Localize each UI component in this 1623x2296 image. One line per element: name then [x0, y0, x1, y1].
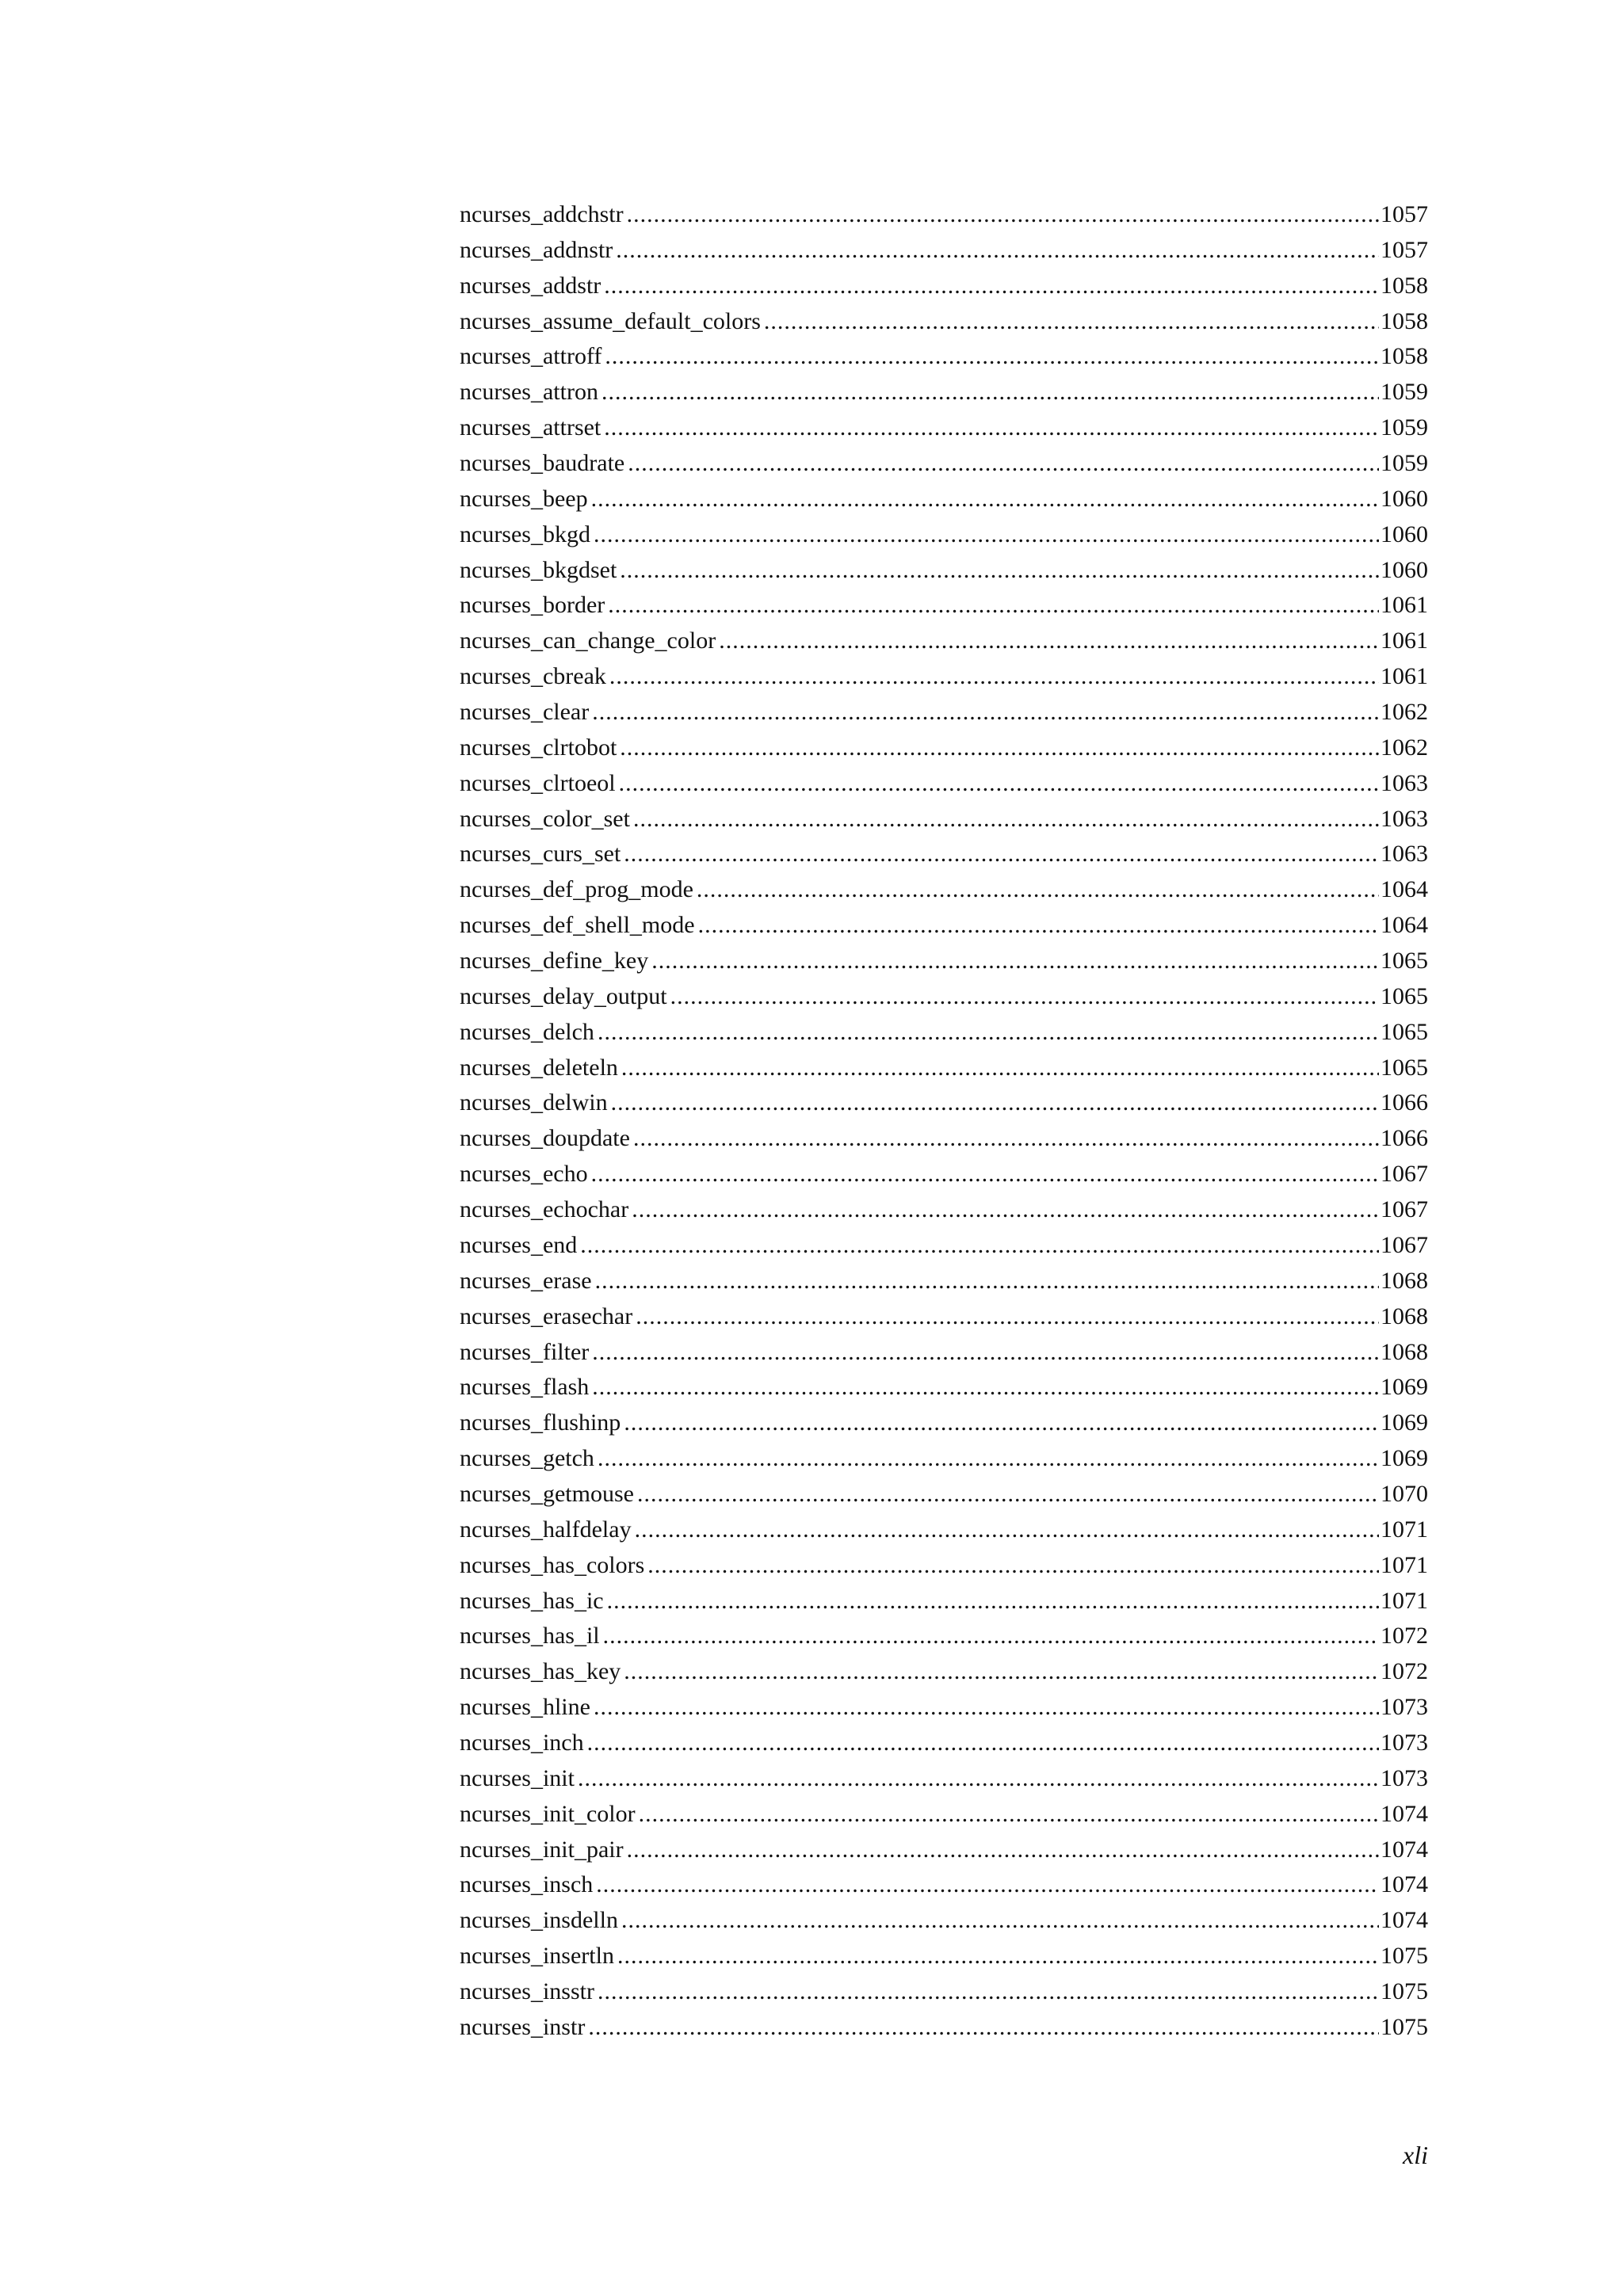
toc-entry[interactable] [460, 1121, 1428, 1157]
toc-entry-page-number: 1057 [1381, 236, 1428, 263]
toc-entry-page-number: 1065 [1381, 1018, 1428, 1045]
toc-entry-page-number: 1069 [1381, 1374, 1428, 1401]
toc-entry-page-number: 1069 [1381, 1445, 1428, 1472]
toc-entry-page-number: 1072 [1381, 1623, 1428, 1650]
toc-entry-title: ncurses_beep [460, 485, 588, 512]
toc-entry-title: ncurses_has_colors [460, 1551, 645, 1578]
toc-entry-title: ncurses_attroff [460, 343, 602, 370]
dot-leader [592, 695, 1379, 730]
toc-entry-page-number: 1070 [1381, 1480, 1428, 1507]
toc-entry-title: ncurses_has_key [460, 1658, 621, 1685]
dot-leader [596, 1867, 1379, 1903]
toc-entry[interactable] [460, 1619, 1428, 1654]
toc-entry[interactable] [460, 2010, 1428, 2046]
toc-entry-page-number: 1060 [1381, 485, 1428, 512]
toc-entry-page-number: 1073 [1381, 1729, 1428, 1756]
dot-leader [670, 979, 1379, 1015]
toc-entry[interactable] [460, 410, 1428, 446]
toc-entry-title: ncurses_inch [460, 1729, 584, 1756]
toc-entry-page-number: 1060 [1381, 521, 1428, 547]
toc-entry-page-number: 1069 [1381, 1409, 1428, 1436]
dot-leader [647, 1548, 1379, 1584]
toc-entry-title: ncurses_erase [460, 1267, 592, 1294]
toc-entry-page-number: 1064 [1381, 912, 1428, 939]
toc-entry-page-number: 1067 [1381, 1231, 1428, 1258]
toc-entry-page-number: 1073 [1381, 1764, 1428, 1791]
toc-entry[interactable] [460, 197, 1428, 233]
toc-entry-page-number: 1074 [1381, 1800, 1428, 1827]
toc-entry[interactable] [460, 944, 1428, 979]
toc-entry[interactable] [460, 1477, 1428, 1512]
toc-entry-page-number: 1061 [1381, 663, 1428, 690]
dot-leader [594, 517, 1379, 553]
dot-leader [592, 1335, 1379, 1371]
toc-entry-page-number: 1066 [1381, 1125, 1428, 1152]
toc-entry-page-number: 1074 [1381, 1907, 1428, 1934]
toc-entry[interactable] [460, 1939, 1428, 1974]
toc-entry-page-number: 1061 [1381, 592, 1428, 619]
toc-entry-title: ncurses_define_key [460, 948, 649, 974]
dot-leader [651, 944, 1379, 979]
dot-leader [632, 1192, 1379, 1228]
toc-entry[interactable] [460, 1584, 1428, 1619]
toc-entry-title: ncurses_baudrate [460, 450, 625, 477]
toc-entry-page-number: 1058 [1381, 272, 1428, 299]
toc-entry[interactable] [460, 482, 1428, 517]
toc-entry-title: ncurses_border [460, 592, 605, 619]
toc-entry[interactable] [460, 624, 1428, 659]
toc-entry[interactable] [460, 1441, 1428, 1477]
toc-entry[interactable] [460, 1867, 1428, 1903]
toc-entry-page-number: 1064 [1381, 876, 1428, 903]
toc-entry-title: ncurses_instr [460, 2013, 586, 2040]
dot-leader [587, 1726, 1379, 1761]
toc-entry[interactable] [460, 908, 1428, 944]
toc-entry-page-number: 1061 [1381, 627, 1428, 654]
toc-entry-page-number: 1065 [1381, 948, 1428, 974]
toc-entry[interactable] [460, 1335, 1428, 1371]
toc-entry-title: ncurses_deleteln [460, 1054, 618, 1081]
toc-entry[interactable] [460, 304, 1428, 340]
toc-entry[interactable] [460, 837, 1428, 872]
toc-entry-title: ncurses_end [460, 1231, 578, 1258]
toc-entry[interactable] [460, 1974, 1428, 2010]
dot-leader [611, 1085, 1379, 1121]
toc-entry-page-number: 1057 [1381, 201, 1428, 227]
dot-leader [637, 1477, 1379, 1512]
toc-entry-title: ncurses_def_shell_mode [460, 912, 695, 939]
page-number: xli [1403, 2141, 1428, 2169]
dot-leader [607, 1584, 1379, 1619]
dot-leader [604, 269, 1379, 304]
toc-entry-title: ncurses_clrtobot [460, 734, 617, 761]
toc-entry-title: ncurses_doupdate [460, 1125, 630, 1152]
toc-entry[interactable] [460, 1833, 1428, 1868]
toc-entry[interactable] [460, 766, 1428, 802]
dot-leader [598, 1974, 1379, 2010]
toc-entry-title: ncurses_filter [460, 1338, 590, 1365]
dot-leader [598, 1441, 1379, 1477]
toc-entry-title: ncurses_bkgd [460, 521, 590, 547]
toc-entry[interactable] [460, 1015, 1428, 1051]
toc-entry[interactable] [460, 1726, 1428, 1761]
toc-entry-page-number: 1058 [1381, 307, 1428, 334]
toc-entry-title: ncurses_curs_set [460, 841, 621, 868]
toc-entry[interactable] [460, 1085, 1428, 1121]
dot-leader [601, 375, 1379, 410]
toc-entry[interactable] [460, 730, 1428, 766]
dot-leader [633, 1121, 1379, 1157]
table-of-contents [460, 197, 1428, 2046]
toc-entry[interactable] [460, 979, 1428, 1015]
toc-entry-title: ncurses_init [460, 1764, 575, 1791]
toc-entry-title: ncurses_flushinp [460, 1409, 621, 1436]
toc-entry-title: ncurses_bkgdset [460, 556, 617, 583]
toc-entry-title: ncurses_halfdelay [460, 1516, 632, 1543]
toc-entry-page-number: 1058 [1381, 343, 1428, 370]
toc-entry-page-number: 1071 [1381, 1587, 1428, 1614]
dot-leader [627, 1833, 1379, 1868]
toc-entry[interactable] [460, 1228, 1428, 1264]
toc-entry-page-number: 1075 [1381, 1943, 1428, 1970]
toc-entry-page-number: 1075 [1381, 1978, 1428, 2004]
dot-leader [621, 1903, 1379, 1939]
toc-entry-page-number: 1071 [1381, 1551, 1428, 1578]
toc-entry[interactable] [460, 1512, 1428, 1548]
toc-entry-page-number: 1060 [1381, 556, 1428, 583]
toc-entry-title: ncurses_flash [460, 1374, 590, 1401]
dot-leader [591, 482, 1379, 517]
toc-entry-title: ncurses_attron [460, 379, 598, 406]
dot-leader [764, 304, 1379, 340]
dot-leader [591, 1157, 1379, 1192]
toc-entry-title: ncurses_echochar [460, 1196, 629, 1223]
toc-entry-title: ncurses_erasechar [460, 1302, 633, 1329]
toc-entry[interactable] [460, 553, 1428, 589]
dot-leader [617, 1939, 1379, 1974]
toc-entry-page-number: 1072 [1381, 1658, 1428, 1685]
toc-entry-page-number: 1068 [1381, 1338, 1428, 1365]
toc-entry[interactable] [460, 446, 1428, 482]
toc-entry[interactable] [460, 375, 1428, 410]
toc-entry-title: ncurses_has_il [460, 1623, 600, 1650]
toc-entry-page-number: 1074 [1381, 1871, 1428, 1898]
dot-leader [624, 1654, 1379, 1690]
toc-entry-title: ncurses_insdelln [460, 1907, 618, 1934]
dot-leader [594, 1690, 1379, 1726]
toc-entry[interactable] [460, 233, 1428, 269]
toc-entry-title: ncurses_delay_output [460, 982, 667, 1009]
toc-entry-page-number: 1074 [1381, 1836, 1428, 1863]
toc-entry-page-number: 1073 [1381, 1694, 1428, 1721]
toc-entry-title: ncurses_can_change_color [460, 627, 716, 654]
dot-leader [697, 872, 1379, 908]
toc-entry-title: ncurses_insstr [460, 1978, 594, 2004]
dot-leader [627, 197, 1379, 233]
toc-entry-title: ncurses_delwin [460, 1089, 608, 1116]
dot-leader [636, 1299, 1379, 1335]
dot-leader [608, 588, 1379, 624]
toc-entry-page-number: 1068 [1381, 1267, 1428, 1294]
toc-entry-title: ncurses_attrset [460, 414, 601, 441]
dot-leader [592, 1370, 1379, 1405]
toc-entry[interactable] [460, 1761, 1428, 1797]
dot-leader [628, 446, 1379, 482]
toc-entry-title: ncurses_color_set [460, 805, 630, 832]
dot-leader [616, 233, 1379, 269]
toc-entry[interactable] [460, 872, 1428, 908]
toc-entry[interactable] [460, 802, 1428, 837]
toc-entry-title: ncurses_insertln [460, 1943, 614, 1970]
toc-entry-title: ncurses_addnstr [460, 236, 613, 263]
dot-leader [620, 553, 1379, 589]
toc-entry-page-number: 1071 [1381, 1516, 1428, 1543]
dot-leader [578, 1761, 1379, 1797]
toc-entry[interactable] [460, 517, 1428, 553]
toc-entry[interactable] [460, 1797, 1428, 1833]
toc-entry-title: ncurses_echo [460, 1161, 588, 1188]
toc-entry-title: ncurses_delch [460, 1018, 594, 1045]
toc-entry-title: ncurses_has_ic [460, 1587, 604, 1614]
dot-leader [633, 802, 1379, 837]
toc-entry[interactable] [460, 695, 1428, 730]
toc-entry-title: ncurses_addstr [460, 272, 601, 299]
dot-leader [588, 2010, 1379, 2046]
dot-leader [619, 766, 1379, 802]
toc-entry-page-number: 1062 [1381, 699, 1428, 726]
toc-entry[interactable] [460, 1192, 1428, 1228]
toc-entry-title: ncurses_init_color [460, 1800, 636, 1827]
toc-entry[interactable] [460, 1903, 1428, 1939]
dot-leader [719, 624, 1379, 659]
toc-entry-page-number: 1059 [1381, 450, 1428, 477]
dot-leader [598, 1015, 1379, 1051]
dot-leader [624, 1405, 1379, 1441]
toc-entry-page-number: 1068 [1381, 1302, 1428, 1329]
toc-entry-page-number: 1063 [1381, 769, 1428, 796]
toc-entry-page-number: 1066 [1381, 1089, 1428, 1116]
toc-entry-page-number: 1063 [1381, 805, 1428, 832]
toc-entry[interactable] [460, 1264, 1428, 1299]
toc-entry-title: ncurses_cbreak [460, 663, 606, 690]
toc-entry-title: ncurses_getch [460, 1445, 594, 1472]
toc-entry-title: ncurses_addchstr [460, 201, 624, 227]
toc-entry-title: ncurses_hline [460, 1694, 590, 1721]
toc-entry-title: ncurses_init_pair [460, 1836, 624, 1863]
dot-leader [620, 730, 1379, 766]
toc-entry[interactable] [460, 339, 1428, 375]
dot-leader [609, 659, 1379, 695]
toc-entry-page-number: 1067 [1381, 1161, 1428, 1188]
toc-entry-page-number: 1065 [1381, 982, 1428, 1009]
dot-leader [580, 1228, 1379, 1264]
dot-leader [595, 1264, 1379, 1299]
toc-entry-page-number: 1067 [1381, 1196, 1428, 1223]
toc-entry[interactable] [460, 659, 1428, 695]
toc-entry[interactable] [460, 1157, 1428, 1192]
toc-entry-page-number: 1059 [1381, 379, 1428, 406]
dot-leader [603, 1619, 1379, 1654]
dot-leader [639, 1797, 1379, 1833]
toc-entry-page-number: 1075 [1381, 2013, 1428, 2040]
toc-entry[interactable] [460, 1654, 1428, 1690]
toc-entry[interactable] [460, 1051, 1428, 1086]
toc-entry[interactable] [460, 1405, 1428, 1441]
dot-leader [635, 1512, 1379, 1548]
toc-entry-page-number: 1065 [1381, 1054, 1428, 1081]
toc-entry-title: ncurses_assume_default_colors [460, 307, 761, 334]
toc-entry[interactable] [460, 588, 1428, 624]
dot-leader [604, 410, 1379, 446]
toc-entry[interactable] [460, 1370, 1428, 1405]
dot-leader [621, 1051, 1379, 1086]
toc-entry-title: ncurses_def_prog_mode [460, 876, 693, 903]
toc-entry[interactable] [460, 1548, 1428, 1584]
toc-entry[interactable] [460, 1690, 1428, 1726]
toc-entry-title: ncurses_getmouse [460, 1480, 634, 1507]
toc-entry-title: ncurses_insch [460, 1871, 594, 1898]
toc-entry-page-number: 1063 [1381, 841, 1428, 868]
dot-leader [624, 837, 1379, 872]
toc-entry-page-number: 1062 [1381, 734, 1428, 761]
toc-entry[interactable] [460, 1299, 1428, 1335]
dot-leader [698, 908, 1379, 944]
toc-entry-page-number: 1059 [1381, 414, 1428, 441]
toc-entry[interactable] [460, 269, 1428, 304]
toc-entry-title: ncurses_clear [460, 699, 590, 726]
toc-entry-title: ncurses_clrtoeol [460, 769, 616, 796]
dot-leader [605, 339, 1379, 375]
